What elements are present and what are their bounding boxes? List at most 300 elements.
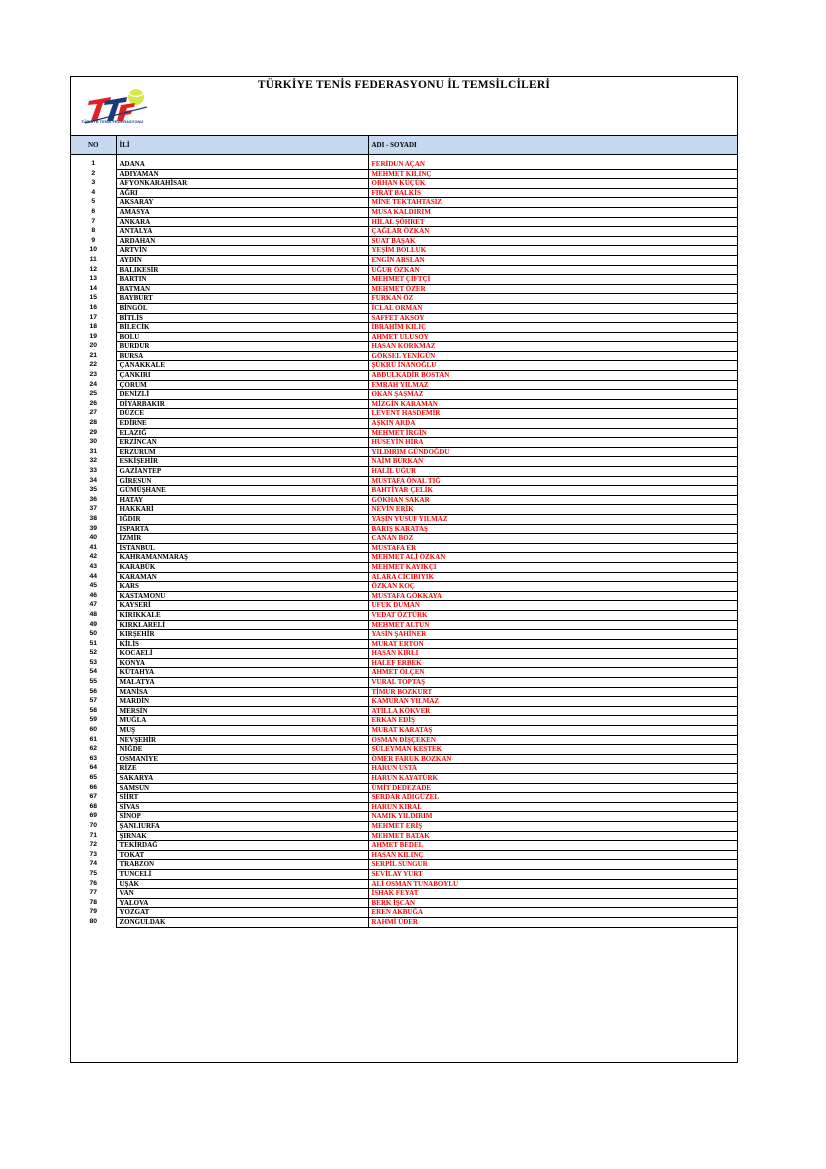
table-row [71, 419, 737, 429]
representative-name-cell: SERPİL SUNGUR [368, 860, 737, 870]
row-number: 30 [71, 438, 116, 448]
representative-name-cell: HALEF ERBEK [368, 658, 737, 668]
province-cell: NİĞDE [116, 745, 368, 755]
table-row [71, 610, 737, 620]
row-number: 77 [71, 889, 116, 899]
row-number: 58 [71, 706, 116, 716]
representative-name-cell: HASAN KORKMAZ [368, 342, 737, 352]
representative-name-cell: ORHAN KÜÇÜK [368, 179, 737, 189]
header-il: İLİ [116, 136, 368, 155]
province-cell: OSMANİYE [116, 754, 368, 764]
table-body [71, 155, 737, 928]
row-number: 26 [71, 399, 116, 409]
row-number: 70 [71, 821, 116, 831]
table-row [71, 265, 737, 275]
table-row [71, 706, 737, 716]
table-row [71, 236, 737, 246]
row-number: 43 [71, 562, 116, 572]
representative-name-cell: MURAT KARATAŞ [368, 726, 737, 736]
table-row [71, 323, 737, 333]
table-row [71, 399, 737, 409]
representative-name-cell: MUSTAFA GÖKKAYA [368, 591, 737, 601]
province-cell: ŞANLIURFA [116, 821, 368, 831]
representative-name-cell: ÖMER FARUK BOZKAN [368, 754, 737, 764]
row-number: 64 [71, 764, 116, 774]
province-cell: MARDİN [116, 697, 368, 707]
province-cell: KAYSERİ [116, 601, 368, 611]
row-number: 72 [71, 841, 116, 851]
province-cell: KARS [116, 582, 368, 592]
row-number: 17 [71, 313, 116, 323]
representative-name-cell: YILDIRIM GÜNDOĞDU [368, 447, 737, 457]
representative-name-cell: AHMET ÖLÇEN [368, 668, 737, 678]
row-number: 25 [71, 390, 116, 400]
row-number: 23 [71, 371, 116, 381]
table-row [71, 821, 737, 831]
representative-name-cell: BERK İŞCAN [368, 898, 737, 908]
province-cell: SAKARYA [116, 774, 368, 784]
table-row [71, 351, 737, 361]
row-number: 48 [71, 610, 116, 620]
province-cell: TOKAT [116, 850, 368, 860]
representative-name-cell: HARUN KIRAL [368, 802, 737, 812]
table-row [71, 774, 737, 784]
table-row [71, 371, 737, 381]
table-row [71, 860, 737, 870]
table-row [71, 409, 737, 419]
province-cell: GÜMÜŞHANE [116, 486, 368, 496]
table-row [71, 630, 737, 640]
table-row [71, 591, 737, 601]
representative-name-cell: BAHTİYAR ÇELİK [368, 486, 737, 496]
table-row [71, 697, 737, 707]
province-cell: MUĞLA [116, 716, 368, 726]
representative-name-cell: EREN AKBUĞA [368, 908, 737, 918]
table-row [71, 572, 737, 582]
row-number: 12 [71, 265, 116, 275]
representative-name-cell: SAFFET AKSOY [368, 313, 737, 323]
row-number: 52 [71, 649, 116, 659]
province-cell: TUNCELİ [116, 869, 368, 879]
representatives-table [71, 135, 737, 928]
province-cell: KAHRAMANMARAŞ [116, 553, 368, 563]
province-cell: İSTANBUL [116, 543, 368, 553]
table-row [71, 898, 737, 908]
table-row [71, 380, 737, 390]
representative-name-cell: UFUK DUMAN [368, 601, 737, 611]
province-cell: ADANA [116, 160, 368, 169]
row-number: 7 [71, 217, 116, 227]
table-row [71, 601, 737, 611]
representative-name-cell: MEHMET ALİ ÖZKAN [368, 553, 737, 563]
table-row [71, 447, 737, 457]
row-number: 75 [71, 869, 116, 879]
representative-name-cell: ALARA CİCİBIYIK [368, 572, 737, 582]
province-cell: ERZİNCAN [116, 438, 368, 448]
province-cell: KARAMAN [116, 572, 368, 582]
province-cell: BAYBURT [116, 294, 368, 304]
table-row [71, 342, 737, 352]
province-cell: HATAY [116, 495, 368, 505]
province-cell: BATMAN [116, 284, 368, 294]
representative-name-cell: MEHMET ÖZER [368, 284, 737, 294]
row-number: 10 [71, 246, 116, 256]
table-row [71, 687, 737, 697]
table-row [71, 160, 737, 169]
header-no: NO [71, 136, 116, 155]
table-row [71, 486, 737, 496]
row-number: 57 [71, 697, 116, 707]
row-number: 37 [71, 505, 116, 515]
document-title: TÜRKİYE TENİS FEDERASYONU İL TEMSİLCİLERİ [257, 79, 551, 91]
representative-name-cell: ÜMİT DEDEZADE [368, 783, 737, 793]
table-row [71, 869, 737, 879]
table-row [71, 514, 737, 524]
row-number: 39 [71, 524, 116, 534]
province-cell: KASTAMONU [116, 591, 368, 601]
representative-name-cell: AŞKIN ARDA [368, 419, 737, 429]
table-row [71, 332, 737, 342]
province-cell: SİNOP [116, 812, 368, 822]
table-row [71, 534, 737, 544]
representative-name-cell: MEHMET ERİŞ [368, 821, 737, 831]
row-number: 54 [71, 668, 116, 678]
table-row [71, 678, 737, 688]
table-row [71, 207, 737, 217]
province-cell: TRABZON [116, 860, 368, 870]
row-number: 13 [71, 275, 116, 285]
province-cell: BURSA [116, 351, 368, 361]
representative-name-cell: CANAN BOZ [368, 534, 737, 544]
table-row [71, 294, 737, 304]
representative-name-cell: İSHAK FEYAT [368, 889, 737, 899]
representative-name-cell: MEHMET KILINÇ [368, 169, 737, 179]
representative-name-cell: ATİLLA KÖKVER [368, 706, 737, 716]
province-cell: DİYARBAKIR [116, 399, 368, 409]
representative-name-cell: FURKAN ÖZ [368, 294, 737, 304]
table-row [71, 908, 737, 918]
province-cell: GAZİANTEP [116, 467, 368, 477]
row-number: 79 [71, 908, 116, 918]
table-row [71, 658, 737, 668]
row-number: 35 [71, 486, 116, 496]
table-row [71, 255, 737, 265]
representative-name-cell: TİMUR BOZKURT [368, 687, 737, 697]
province-cell: MALATYA [116, 678, 368, 688]
representative-name-cell: SUAT BAŞAK [368, 236, 737, 246]
table-row [71, 179, 737, 189]
row-number: 36 [71, 495, 116, 505]
representative-name-cell: MURAT ERTON [368, 639, 737, 649]
table-row [71, 543, 737, 553]
row-number: 65 [71, 774, 116, 784]
province-cell: ŞIRNAK [116, 831, 368, 841]
row-number: 53 [71, 658, 116, 668]
row-number: 61 [71, 735, 116, 745]
row-number: 45 [71, 582, 116, 592]
representative-name-cell: MEHMET KAYIKÇI [368, 562, 737, 572]
province-cell: ARDAHAN [116, 236, 368, 246]
representative-name-cell: MEHMET İRGİN [368, 428, 737, 438]
table-header-row [71, 136, 737, 155]
row-number: 16 [71, 303, 116, 313]
province-cell: BARTIN [116, 275, 368, 285]
province-cell: ZONGULDAK [116, 917, 368, 927]
row-number: 29 [71, 428, 116, 438]
table-row [71, 169, 737, 179]
row-number: 71 [71, 831, 116, 841]
table-row [71, 764, 737, 774]
representative-name-cell: ŞÜKRÜ İNANOĞLU [368, 361, 737, 371]
province-cell: IĞDIR [116, 514, 368, 524]
row-number: 28 [71, 419, 116, 429]
row-number: 49 [71, 620, 116, 630]
row-number: 20 [71, 342, 116, 352]
province-cell: MANİSA [116, 687, 368, 697]
table-row [71, 639, 737, 649]
row-number: 51 [71, 639, 116, 649]
row-number: 50 [71, 630, 116, 640]
row-number: 41 [71, 543, 116, 553]
representative-name-cell: NAMIK YILDIRIM [368, 812, 737, 822]
representative-name-cell: RAHMİ ÜDER [368, 917, 737, 927]
representative-name-cell: ERKAN EDİŞ [368, 716, 737, 726]
row-number: 76 [71, 879, 116, 889]
table-row [71, 457, 737, 467]
representative-name-cell: FERİDUN AÇAN [368, 160, 737, 169]
province-cell: BİNGÖL [116, 303, 368, 313]
table-row [71, 524, 737, 534]
representative-name-cell: BARIŞ KARATAŞ [368, 524, 737, 534]
province-cell: KARABÜK [116, 562, 368, 572]
representative-name-cell: LEVENT HASDEMİR [368, 409, 737, 419]
province-cell: ISPARTA [116, 524, 368, 534]
row-number: 56 [71, 687, 116, 697]
representative-name-cell: İBRAHİM KILIÇ [368, 323, 737, 333]
representative-name-cell: NAİM BURKAN [368, 457, 737, 467]
table-row [71, 620, 737, 630]
province-cell: KÜTAHYA [116, 668, 368, 678]
representative-name-cell: ALİ OSMAN TUNABOYLU [368, 879, 737, 889]
province-cell: BİTLİS [116, 313, 368, 323]
province-cell: AMASYA [116, 207, 368, 217]
province-cell: GİRESUN [116, 476, 368, 486]
province-cell: BALIKESİR [116, 265, 368, 275]
representative-name-cell: OSMAN DİŞÇEKEN [368, 735, 737, 745]
row-number: 62 [71, 745, 116, 755]
row-number: 32 [71, 457, 116, 467]
representative-name-cell: MEHMET BATAK [368, 831, 737, 841]
representative-name-cell: HARUN USTA [368, 764, 737, 774]
representative-name-cell: MİNE TEKTAHTASIZ [368, 198, 737, 208]
table-row [71, 831, 737, 841]
representative-name-cell: SEVİLAY YURT [368, 869, 737, 879]
province-cell: ERZURUM [116, 447, 368, 457]
row-number: 69 [71, 812, 116, 822]
province-cell: ESKİŞEHİR [116, 457, 368, 467]
table-row [71, 284, 737, 294]
table-row [71, 850, 737, 860]
table-row [71, 716, 737, 726]
row-number: 59 [71, 716, 116, 726]
representative-name-cell: SÜLEYMAN KESTEK [368, 745, 737, 755]
representative-name-cell: NEVİN ERİK [368, 505, 737, 515]
representative-name-cell: ÇAĞLAR ÖZKAN [368, 227, 737, 237]
table-row [71, 726, 737, 736]
representative-name-cell: AHMET BEDEL [368, 841, 737, 851]
representative-name-cell: AHMET ULUSOY [368, 332, 737, 342]
row-number: 46 [71, 591, 116, 601]
representative-name-cell: MEHMET ÇİFTÇİ [368, 275, 737, 285]
row-number: 47 [71, 601, 116, 611]
province-cell: KIRIKKALE [116, 610, 368, 620]
province-cell: AĞRI [116, 188, 368, 198]
province-cell: BOLU [116, 332, 368, 342]
table-row [71, 275, 737, 285]
table-row [71, 188, 737, 198]
province-cell: MERSİN [116, 706, 368, 716]
row-number: 67 [71, 793, 116, 803]
province-cell: ANKARA [116, 217, 368, 227]
row-number: 78 [71, 898, 116, 908]
representative-name-cell: ÖZKAN KOÇ [368, 582, 737, 592]
row-number: 55 [71, 678, 116, 688]
row-number: 66 [71, 783, 116, 793]
representative-name-cell: MUSTAFA ÖNAL TIĞ [368, 476, 737, 486]
representative-name-cell: FIRAT BALKİS [368, 188, 737, 198]
representative-name-cell: ENGİN ARSLAN [368, 255, 737, 265]
row-number: 74 [71, 860, 116, 870]
representative-name-cell: YEŞİM BOLLUK [368, 246, 737, 256]
row-number: 42 [71, 553, 116, 563]
table-row [71, 505, 737, 515]
table-row [71, 562, 737, 572]
table-row [71, 812, 737, 822]
table-row [71, 198, 737, 208]
province-cell: SAMSUN [116, 783, 368, 793]
document-sheet [70, 76, 738, 1063]
table-row [71, 917, 737, 927]
row-number: 68 [71, 802, 116, 812]
row-number: 80 [71, 917, 116, 927]
province-cell: DENİZLİ [116, 390, 368, 400]
representative-name-cell: GÖKSEL YENİGÜN [368, 351, 737, 361]
table-row [71, 802, 737, 812]
row-number: 5 [71, 198, 116, 208]
table-row [71, 390, 737, 400]
table-row [71, 783, 737, 793]
table-row [71, 361, 737, 371]
row-number: 34 [71, 476, 116, 486]
representative-name-cell: GÖKHAN SAKAR [368, 495, 737, 505]
representative-name-cell: HİLAL ŞÖHRET [368, 217, 737, 227]
representative-name-cell: UĞUR ÖZKAN [368, 265, 737, 275]
table-row [71, 227, 737, 237]
province-cell: EDİRNE [116, 419, 368, 429]
row-number: 6 [71, 207, 116, 217]
table-row [71, 467, 737, 477]
representative-name-cell: MİZGİN KARAMAN [368, 399, 737, 409]
province-cell: ÇANAKKALE [116, 361, 368, 371]
representative-name-cell: KAMURAN YILMAZ [368, 697, 737, 707]
representative-name-cell: SERDAR ADIGÜZEL [368, 793, 737, 803]
table-row [71, 313, 737, 323]
province-cell: SİVAS [116, 802, 368, 812]
province-cell: NEVŞEHİR [116, 735, 368, 745]
row-number: 44 [71, 572, 116, 582]
province-cell: DÜZCE [116, 409, 368, 419]
table-row [71, 438, 737, 448]
representative-name-cell: MEHMET ALTUN [368, 620, 737, 630]
table-row [71, 841, 737, 851]
province-cell: ÇANKIRI [116, 371, 368, 381]
province-cell: BİLECİK [116, 323, 368, 333]
representative-name-cell: EMRAH YILMAZ [368, 380, 737, 390]
row-number: 73 [71, 850, 116, 860]
table-row [71, 735, 737, 745]
table-row [71, 879, 737, 889]
row-number: 1 [71, 160, 116, 169]
province-cell: YOZGAT [116, 908, 368, 918]
table-row [71, 889, 737, 899]
representative-name-cell: HASAN KILINÇ [368, 850, 737, 860]
province-cell: ADIYAMAN [116, 169, 368, 179]
representative-name-cell: HASAN KIRLI [368, 649, 737, 659]
row-number: 14 [71, 284, 116, 294]
row-number: 60 [71, 726, 116, 736]
row-number: 15 [71, 294, 116, 304]
row-number: 19 [71, 332, 116, 342]
representative-name-cell: OKAN ŞAŞMAZ [368, 390, 737, 400]
row-number: 3 [71, 179, 116, 189]
table-row [71, 476, 737, 486]
table-row [71, 495, 737, 505]
province-cell: HAKKARİ [116, 505, 368, 515]
row-number: 22 [71, 361, 116, 371]
province-cell: ARTVİN [116, 246, 368, 256]
row-number: 2 [71, 169, 116, 179]
table-row [71, 793, 737, 803]
province-cell: RİZE [116, 764, 368, 774]
row-number: 18 [71, 323, 116, 333]
representative-name-cell: HARUN KAYATÜRK [368, 774, 737, 784]
province-cell: AFYONKARAHİSAR [116, 179, 368, 189]
representative-name-cell: HÜSEYİN HİRA [368, 438, 737, 448]
row-number: 63 [71, 754, 116, 764]
row-number: 9 [71, 236, 116, 246]
province-cell: YALOVA [116, 898, 368, 908]
header-name: ADI - SOYADI [368, 136, 737, 155]
province-cell: VAN [116, 889, 368, 899]
table-row [71, 217, 737, 227]
province-cell: İZMİR [116, 534, 368, 544]
representative-name-cell: ABDULKADİR BOSTAN [368, 371, 737, 381]
province-cell: MUŞ [116, 726, 368, 736]
province-cell: KIRŞEHİR [116, 630, 368, 640]
province-cell: ANTALYA [116, 227, 368, 237]
representative-name-cell: İCLAL ORMAN [368, 303, 737, 313]
representative-name-cell: YASİN ŞAHİNER [368, 630, 737, 640]
province-cell: BURDUR [116, 342, 368, 352]
table-row [71, 428, 737, 438]
province-cell: KİLİS [116, 639, 368, 649]
row-number: 8 [71, 227, 116, 237]
table-row [71, 668, 737, 678]
table-row [71, 553, 737, 563]
row-number: 24 [71, 380, 116, 390]
province-cell: UŞAK [116, 879, 368, 889]
province-cell: AYDIN [116, 255, 368, 265]
